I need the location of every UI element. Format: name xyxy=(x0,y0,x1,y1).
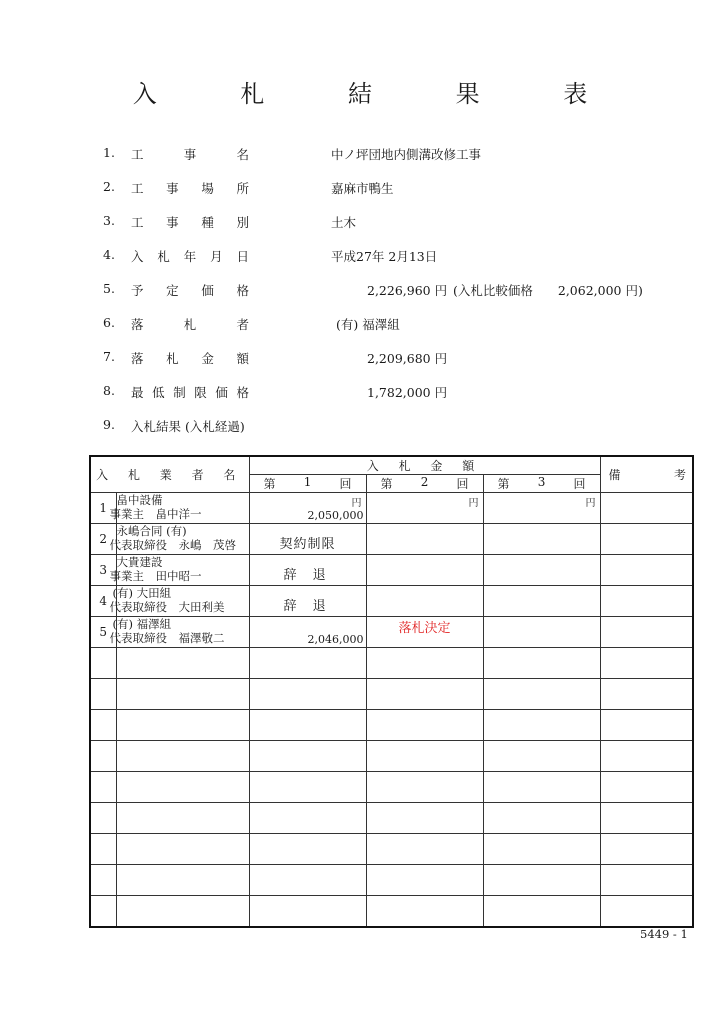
empty-cell xyxy=(366,896,483,927)
empty-cell xyxy=(116,648,249,679)
empty-cell xyxy=(366,741,483,772)
table-row xyxy=(90,617,693,648)
bid-status: 辞 退 xyxy=(283,599,332,614)
bidder-cell xyxy=(109,586,249,617)
empty-cell xyxy=(366,648,483,679)
empty-cell xyxy=(600,865,693,896)
empty-cell xyxy=(483,710,600,741)
info-number: 2. xyxy=(103,179,115,194)
empty-cell xyxy=(600,834,693,865)
empty-cell xyxy=(249,710,366,741)
info-label: 最 低 制 限 価 格 xyxy=(131,385,249,400)
bid-amount: 2,046,000 xyxy=(307,633,364,646)
header-round-2: 第 2 回 xyxy=(366,475,483,493)
table-row xyxy=(90,524,693,555)
empty-cell xyxy=(249,865,366,896)
empty-row xyxy=(90,803,693,834)
bid-results-body xyxy=(90,493,693,927)
empty-row xyxy=(90,896,693,927)
info-label: 工 事 名 xyxy=(131,147,249,162)
bidder-name: 大貴建設 xyxy=(116,555,163,569)
empty-row xyxy=(90,772,693,803)
info-number: 7. xyxy=(103,349,115,364)
bidder-cell xyxy=(109,524,249,555)
empty-cell xyxy=(483,679,600,710)
round-3-amount xyxy=(483,555,600,586)
empty-cell xyxy=(366,803,483,834)
header-bidder: 入 札 業 者 名 xyxy=(90,456,249,493)
empty-cell xyxy=(249,803,366,834)
info-aux-value: (入札比較価格 2,062,000 円) xyxy=(453,283,643,298)
info-value: 嘉麻市鴨生 xyxy=(331,181,394,196)
empty-cell xyxy=(366,865,483,896)
empty-cell xyxy=(249,679,366,710)
yen-unit: 円 xyxy=(468,498,479,509)
info-label: 工 事 場 所 xyxy=(131,181,249,196)
bidder-name: 永嶋合同 (有) xyxy=(116,524,187,538)
empty-row xyxy=(90,648,693,679)
empty-cell xyxy=(90,710,116,741)
info-number: 9. xyxy=(103,417,115,432)
empty-cell xyxy=(116,741,249,772)
empty-cell xyxy=(366,710,483,741)
bidder-representative: 代表取締役 永嶋 茂啓 xyxy=(109,538,236,552)
empty-cell xyxy=(483,741,600,772)
bidder-name: (有) 福澤組 xyxy=(112,617,172,631)
bidder-representative: 事業主 畠中洋一 xyxy=(109,507,202,521)
round-2-amount xyxy=(366,617,483,648)
table-row xyxy=(90,555,693,586)
empty-row xyxy=(90,741,693,772)
empty-cell xyxy=(90,896,116,927)
info-label: 落 札 者 xyxy=(131,317,249,332)
round-1-amount xyxy=(249,555,366,586)
bidder-cell xyxy=(109,493,249,524)
round-1-amount xyxy=(249,524,366,555)
empty-row xyxy=(90,865,693,896)
empty-cell xyxy=(366,834,483,865)
empty-cell xyxy=(483,834,600,865)
bidder-cell xyxy=(109,617,249,648)
empty-cell xyxy=(483,896,600,927)
document-number: 5449 - 1 xyxy=(640,927,688,941)
empty-cell xyxy=(483,772,600,803)
info-value: 土木 xyxy=(331,215,357,230)
info-label: 入 札 年 月 日 xyxy=(131,249,249,264)
bidder-representative: 事業主 田中昭一 xyxy=(109,569,202,583)
empty-cell xyxy=(116,865,249,896)
empty-cell xyxy=(600,803,693,834)
info-number: 8. xyxy=(103,383,115,398)
round-1-amount xyxy=(249,493,366,524)
bid-status: 辞 退 xyxy=(283,568,332,583)
info-label: 落 札 金 額 xyxy=(131,351,249,366)
header-round-1: 第 1 回 xyxy=(249,475,366,493)
page-title: 入 札 結 果 表 xyxy=(132,80,626,108)
round-3-amount xyxy=(483,493,600,524)
remarks-cell xyxy=(600,524,693,555)
row-number: 3 xyxy=(90,555,116,586)
table-row xyxy=(90,586,693,617)
table-row xyxy=(90,493,693,524)
yen-unit: 円 xyxy=(351,498,362,509)
remarks-cell xyxy=(600,493,693,524)
empty-cell xyxy=(600,648,693,679)
bidder-name: 畠中設備 xyxy=(116,493,163,507)
info-number: 3. xyxy=(103,213,115,228)
empty-cell xyxy=(600,741,693,772)
bid-status: 契約制限 xyxy=(279,537,336,552)
info-number: 4. xyxy=(103,247,115,262)
header-round-3: 第 3 回 xyxy=(483,475,600,493)
empty-cell xyxy=(116,834,249,865)
round-3-amount xyxy=(483,524,600,555)
round-3-amount xyxy=(483,586,600,617)
empty-cell xyxy=(366,772,483,803)
empty-cell xyxy=(90,772,116,803)
bid-results-table xyxy=(89,455,694,928)
empty-cell xyxy=(483,648,600,679)
empty-cell xyxy=(249,741,366,772)
info-value: 中ノ坪団地内側溝改修工事 xyxy=(331,147,482,162)
bid-results-sheet xyxy=(89,455,692,920)
remarks-cell xyxy=(600,617,693,648)
empty-cell xyxy=(116,772,249,803)
round-3-amount xyxy=(483,617,600,648)
info-value: 平成27年 2月13日 xyxy=(331,249,438,264)
bidder-representative: 代表取締役 大田利美 xyxy=(109,600,225,614)
round-1-amount xyxy=(249,586,366,617)
award-decision-label: 落札決定 xyxy=(398,621,451,636)
empty-cell xyxy=(116,803,249,834)
info-value: 2,209,680 円 xyxy=(367,351,448,366)
empty-cell xyxy=(249,648,366,679)
empty-cell xyxy=(90,803,116,834)
empty-cell xyxy=(483,865,600,896)
row-number: 4 xyxy=(90,586,116,617)
header-remarks: 備 考 xyxy=(600,456,693,493)
info-label: 工 事 種 別 xyxy=(131,215,249,230)
row-number: 2 xyxy=(90,524,116,555)
yen-unit: 円 xyxy=(585,498,596,509)
empty-cell xyxy=(249,772,366,803)
empty-cell xyxy=(90,648,116,679)
round-2-amount xyxy=(366,586,483,617)
bidder-name: (有) 大田組 xyxy=(112,586,172,600)
empty-cell xyxy=(116,679,249,710)
round-1-amount xyxy=(249,617,366,648)
empty-row xyxy=(90,834,693,865)
info-value: 1,782,000 円 xyxy=(367,385,448,400)
bidder-representative: 代表取締役 福澤敬二 xyxy=(109,631,225,645)
empty-cell xyxy=(90,865,116,896)
empty-cell xyxy=(600,679,693,710)
empty-cell xyxy=(90,741,116,772)
info-label: 入札結果 (入札経過) xyxy=(131,419,245,434)
empty-cell xyxy=(249,896,366,927)
info-value: (有) 福澤組 xyxy=(336,317,400,332)
empty-cell xyxy=(90,834,116,865)
row-number: 1 xyxy=(90,493,116,524)
empty-cell xyxy=(249,834,366,865)
round-2-amount xyxy=(366,493,483,524)
bid-amount: 2,050,000 xyxy=(307,509,364,522)
empty-row xyxy=(90,710,693,741)
info-label: 予 定 価 格 xyxy=(131,283,249,298)
empty-cell xyxy=(600,772,693,803)
empty-cell xyxy=(90,679,116,710)
empty-cell xyxy=(366,679,483,710)
empty-row xyxy=(90,679,693,710)
info-number: 6. xyxy=(103,315,115,330)
header-amount: 入 札 金 額 xyxy=(249,456,600,475)
bidder-cell xyxy=(109,555,249,586)
info-number: 1. xyxy=(103,145,115,160)
round-2-amount xyxy=(366,524,483,555)
round-2-amount xyxy=(366,555,483,586)
empty-cell xyxy=(116,710,249,741)
empty-cell xyxy=(600,710,693,741)
empty-cell xyxy=(600,896,693,927)
remarks-cell xyxy=(600,555,693,586)
empty-cell xyxy=(116,896,249,927)
info-number: 5. xyxy=(103,281,115,296)
row-number: 5 xyxy=(90,617,116,648)
info-value: 2,226,960 円 xyxy=(367,283,448,298)
remarks-cell xyxy=(600,586,693,617)
empty-cell xyxy=(483,803,600,834)
